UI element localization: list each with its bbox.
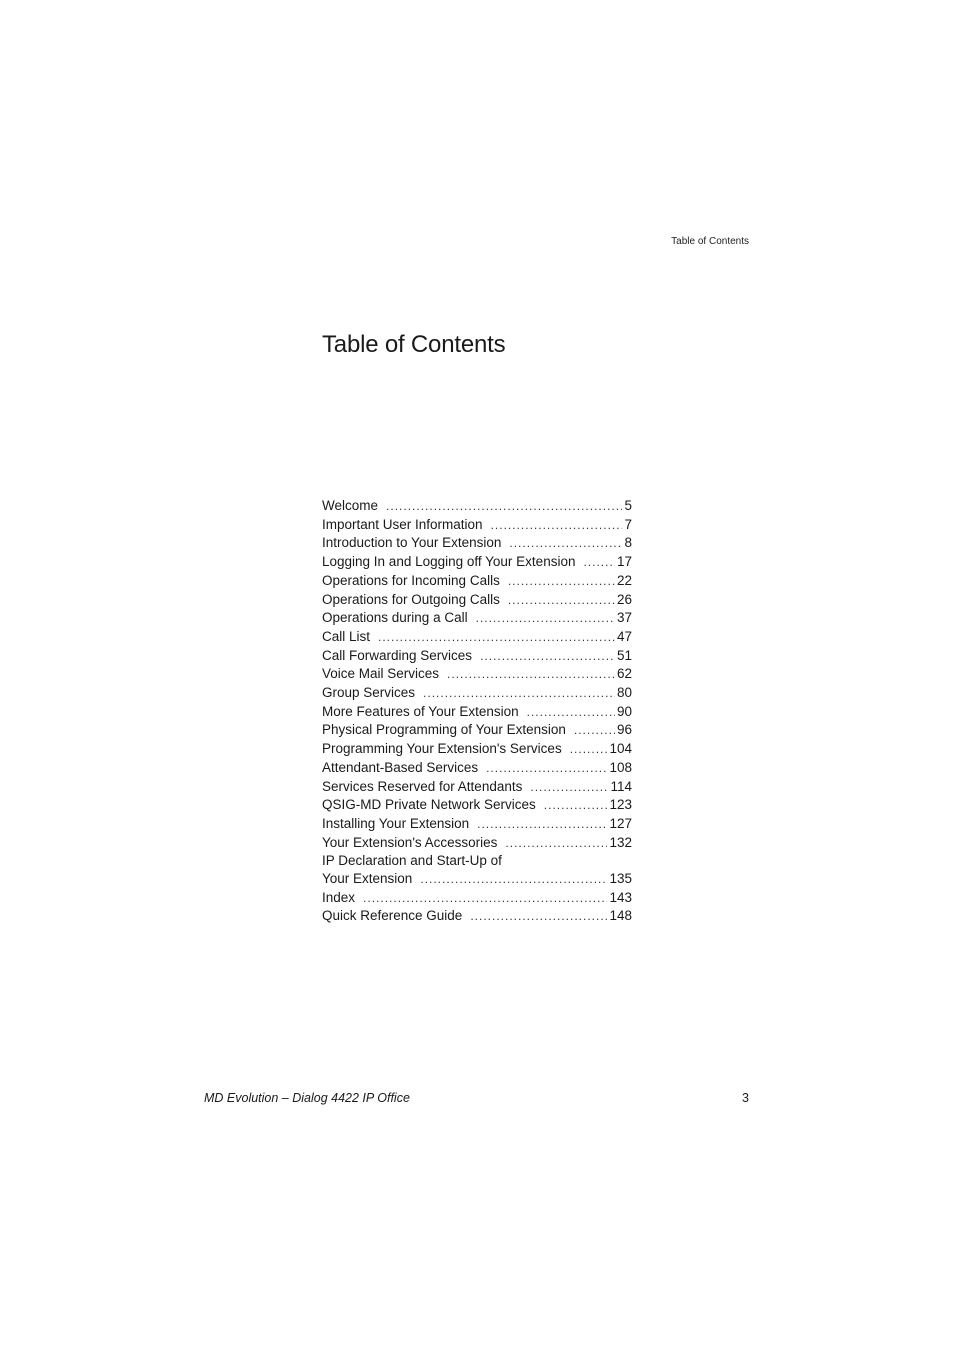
toc-entry-ip-declaration-line1[interactable] bbox=[322, 852, 632, 870]
toc-page-number: 62 bbox=[616, 666, 632, 682]
toc-page-number: 114 bbox=[610, 778, 632, 794]
toc-entry-logging-in[interactable] bbox=[322, 553, 632, 572]
toc-page-number: 8 bbox=[624, 535, 632, 551]
toc-page-number: 51 bbox=[616, 647, 632, 663]
toc-entry-important-user-information[interactable] bbox=[322, 516, 632, 535]
toc-page-number: 7 bbox=[624, 516, 632, 532]
toc-entry-during-a-call[interactable] bbox=[322, 609, 632, 628]
toc-dot-leader bbox=[508, 592, 615, 610]
toc-dot-leader bbox=[470, 908, 607, 926]
toc-entry-welcome[interactable] bbox=[322, 497, 632, 516]
toc-page-number: 26 bbox=[616, 591, 632, 607]
toc-entry-more-features[interactable] bbox=[322, 703, 632, 722]
footer-page-number: 3 bbox=[742, 1091, 749, 1105]
toc-page-number: 17 bbox=[616, 554, 632, 570]
toc-dot-leader bbox=[423, 685, 615, 703]
toc-dot-leader bbox=[505, 835, 607, 853]
toc-page-number: 135 bbox=[609, 871, 632, 887]
toc-entry-accessories[interactable] bbox=[322, 834, 632, 853]
toc-dot-leader bbox=[509, 535, 622, 553]
toc-dot-leader bbox=[491, 517, 623, 535]
toc-entry-title-continued: Your Extension bbox=[322, 871, 413, 887]
toc-entry-index[interactable] bbox=[322, 889, 632, 908]
toc-dot-leader bbox=[476, 610, 615, 628]
toc-entry-title: Services Reserved for Attendants bbox=[322, 778, 523, 794]
toc-entry-title: Physical Programming of Your Extension bbox=[322, 722, 566, 738]
toc-page-number: 104 bbox=[609, 741, 632, 757]
table-of-contents bbox=[322, 497, 632, 926]
toc-page-number: 47 bbox=[616, 628, 632, 644]
toc-entry-title: Introduction to Your Extension bbox=[322, 535, 502, 551]
toc-entry-title: Quick Reference Guide bbox=[322, 908, 463, 924]
running-header: Table of Contents bbox=[671, 236, 749, 247]
toc-entry-title: Call List bbox=[322, 628, 371, 644]
toc-entry-title: Operations for Outgoing Calls bbox=[322, 591, 500, 607]
toc-entry-title: IP Declaration and Start-Up of bbox=[322, 853, 502, 869]
toc-entry-title: Installing Your Extension bbox=[322, 815, 470, 831]
toc-entry-voice-mail[interactable] bbox=[322, 665, 632, 684]
toc-entry-title: Attendant-Based Services bbox=[322, 759, 479, 775]
toc-page-number: 37 bbox=[616, 610, 632, 626]
toc-page-number: 132 bbox=[609, 834, 632, 850]
toc-entry-title: Important User Information bbox=[322, 516, 483, 532]
toc-entry-title: Group Services bbox=[322, 685, 416, 701]
toc-entry-programming-services[interactable] bbox=[322, 740, 632, 759]
toc-entry-outgoing-calls[interactable] bbox=[322, 591, 632, 610]
toc-page-number: 108 bbox=[609, 759, 632, 775]
toc-page-number: 143 bbox=[609, 889, 632, 905]
toc-dot-leader bbox=[363, 890, 607, 908]
footer-document-title: MD Evolution – Dialog 4422 IP Office bbox=[204, 1091, 410, 1105]
toc-dot-leader bbox=[530, 779, 608, 797]
toc-dot-leader bbox=[480, 648, 615, 666]
toc-dot-leader bbox=[486, 760, 607, 778]
toc-dot-leader bbox=[583, 554, 615, 572]
toc-entry-call-list[interactable] bbox=[322, 628, 632, 647]
toc-entry-incoming-calls[interactable] bbox=[322, 572, 632, 591]
toc-dot-leader bbox=[386, 498, 622, 516]
toc-dot-leader bbox=[527, 704, 615, 722]
toc-page-number: 5 bbox=[624, 498, 632, 513]
toc-page-number: 148 bbox=[609, 908, 632, 924]
toc-dot-leader bbox=[544, 797, 608, 815]
toc-page-number: 96 bbox=[616, 722, 632, 738]
toc-entry-attendant-based[interactable] bbox=[322, 759, 632, 778]
toc-dot-leader bbox=[508, 573, 615, 591]
toc-page-number: 22 bbox=[616, 572, 632, 588]
toc-entry-introduction[interactable] bbox=[322, 534, 632, 553]
toc-entry-title: Index bbox=[322, 889, 356, 905]
toc-page-number: 123 bbox=[609, 797, 632, 813]
toc-page-number: 127 bbox=[609, 815, 632, 831]
toc-entry-title: Welcome bbox=[322, 498, 379, 513]
toc-entry-title: Voice Mail Services bbox=[322, 666, 440, 682]
toc-entry-quick-reference-guide[interactable] bbox=[322, 907, 632, 926]
toc-entry-physical-programming[interactable] bbox=[322, 721, 632, 740]
toc-dot-leader bbox=[447, 666, 615, 684]
toc-entry-title: QSIG-MD Private Network Services bbox=[322, 797, 536, 813]
toc-entry-title: Call Forwarding Services bbox=[322, 647, 473, 663]
toc-page-number: 80 bbox=[616, 685, 632, 701]
toc-dot-leader bbox=[477, 816, 607, 834]
toc-dot-leader bbox=[574, 722, 615, 740]
toc-entry-title: Your Extension's Accessories bbox=[322, 834, 498, 850]
toc-entry-group-services[interactable] bbox=[322, 684, 632, 703]
page-title: Table of Contents bbox=[322, 331, 506, 358]
toc-entry-ip-declaration-line2[interactable] bbox=[322, 870, 632, 889]
toc-dot-leader bbox=[378, 629, 615, 647]
toc-page-number: 90 bbox=[616, 703, 632, 719]
toc-entry-qsig-md[interactable] bbox=[322, 796, 632, 815]
toc-entry-reserved-for-attendants[interactable] bbox=[322, 778, 632, 797]
toc-dot-leader bbox=[420, 871, 607, 889]
toc-dot-leader bbox=[570, 741, 608, 759]
toc-entry-title: Operations during a Call bbox=[322, 610, 468, 626]
toc-entry-call-forwarding[interactable] bbox=[322, 647, 632, 666]
toc-entry-title: More Features of Your Extension bbox=[322, 703, 519, 719]
toc-entry-title: Operations for Incoming Calls bbox=[322, 572, 500, 588]
toc-entry-title: Programming Your Extension's Services bbox=[322, 741, 562, 757]
toc-entry-installing[interactable] bbox=[322, 815, 632, 834]
toc-entry-title: Logging In and Logging off Your Extension bbox=[322, 554, 576, 570]
